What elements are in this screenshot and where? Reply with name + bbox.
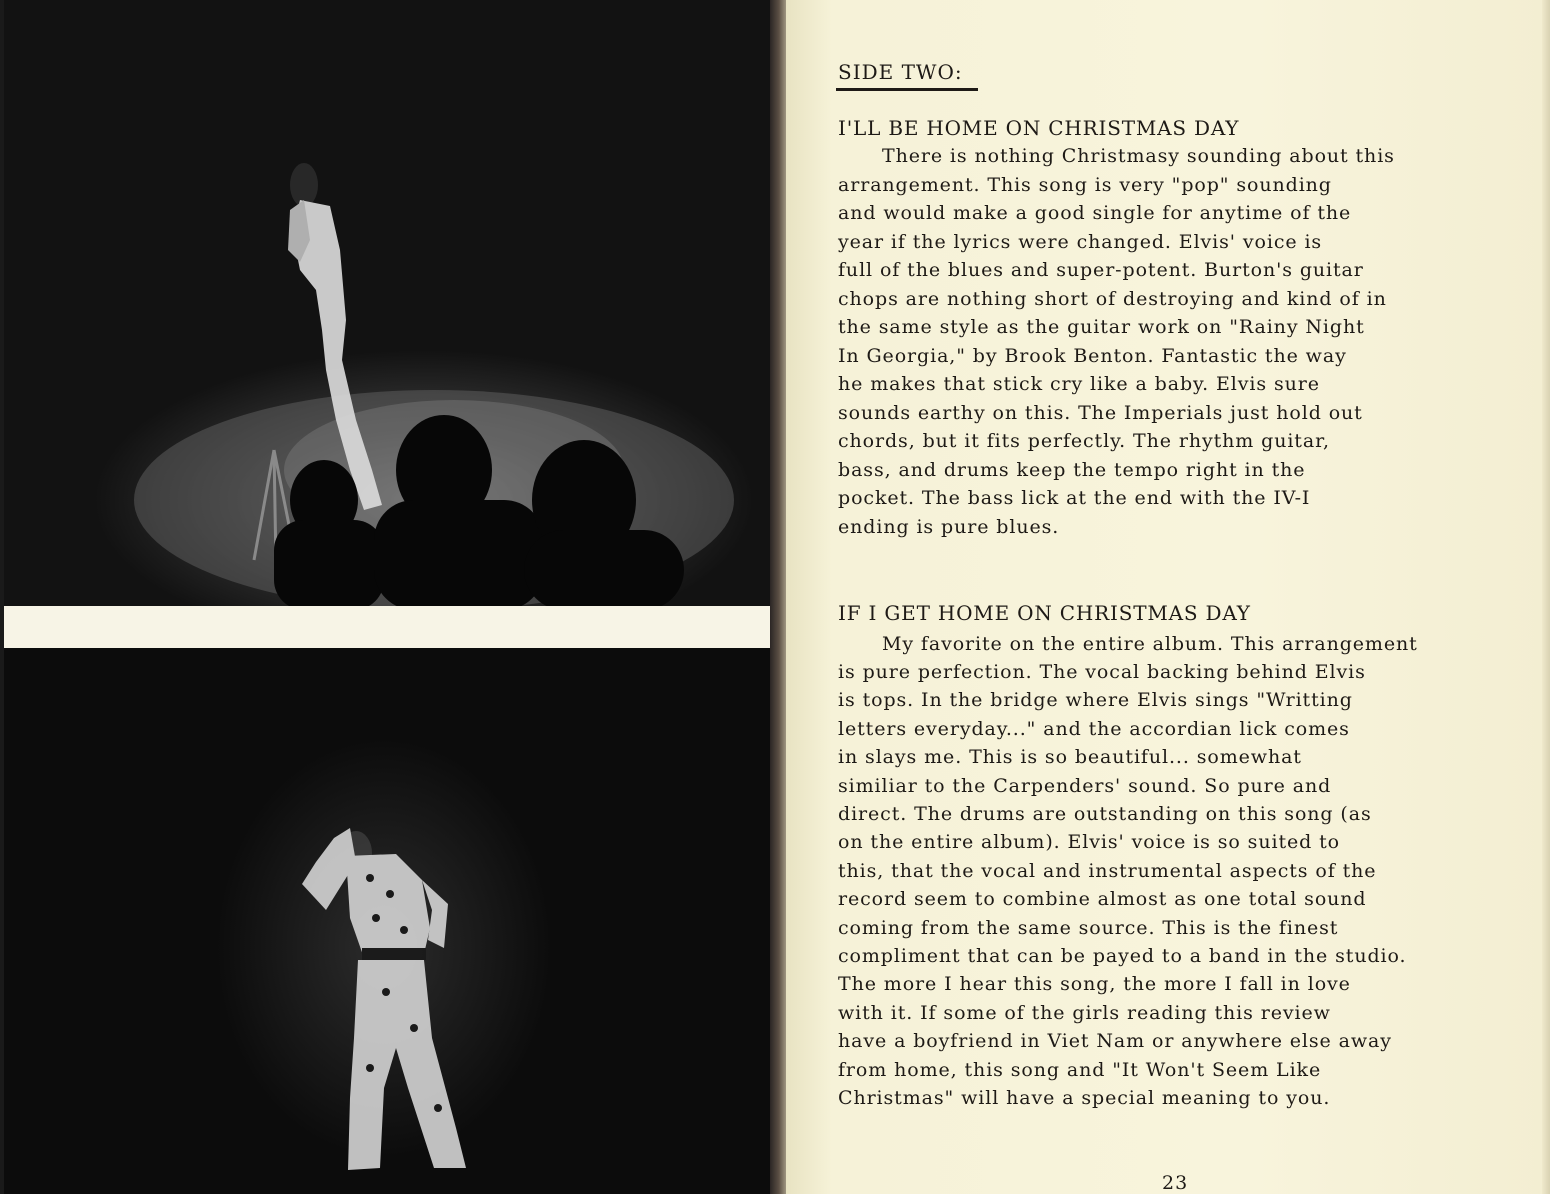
review-line: There is nothing Christmasy sounding about this (882, 145, 1395, 167)
photo-divider (4, 606, 778, 648)
review-line: direct. The drums are outstanding on this song (as (838, 803, 1372, 825)
performer-photo-bottom (4, 648, 778, 1194)
review-line: is pure perfection. The vocal backing behind Elvis (838, 661, 1366, 683)
review-line: pocket. The bass lick at the end with the IV-I (838, 487, 1311, 509)
review-line: Christmas" will have a special meaning to you. (838, 1087, 1331, 1109)
review-line: letters everyday..." and the accordian lick comes (838, 718, 1350, 740)
review-line: year if the lyrics were changed. Elvis' voice is (838, 231, 1323, 253)
review-line: sounds earthy on this. The Imperials just hold out (838, 402, 1363, 424)
page-edge-right (1542, 0, 1550, 1194)
song-title-2: IF I GET HOME ON CHRISTMAS DAY (838, 601, 1251, 625)
review-line: record seem to combine almost as one total sound (838, 888, 1367, 910)
review-line: he makes that stick cry like a baby. Elvis sure (838, 373, 1320, 395)
review-line: compliment that can be payed to a band in the studio. (838, 945, 1407, 967)
review-line: My favorite on the entire album. This arrangement (882, 633, 1418, 655)
review-line: The more I hear this song, the more I fall in love (838, 973, 1351, 995)
review-line: full of the blues and super-potent. Burton's guitar (838, 259, 1364, 281)
performer-photo-top (4, 0, 778, 606)
review-line: in slays me. This is so beautiful... somewhat (838, 746, 1302, 768)
review-line: on the entire album). Elvis' voice is so suited to (838, 831, 1341, 853)
review-line: and would make a good single for anytime of the (838, 202, 1352, 224)
review-line: coming from the same source. This is the finest (838, 917, 1339, 939)
review-line: is tops. In the bridge where Elvis sings "Writting (838, 689, 1353, 711)
review-line: ending is pure blues. (838, 516, 1060, 538)
page-number: 23 (1162, 1172, 1189, 1194)
photo-top (4, 0, 778, 606)
review-line: arrangement. This song is very "pop" sounding (838, 174, 1332, 196)
review-line: with it. If some of the girls reading this review (838, 1002, 1331, 1024)
photo-bottom (4, 648, 778, 1194)
review-line: In Georgia," by Brook Benton. Fantastic the way (838, 345, 1347, 367)
song-title-1: I'LL BE HOME ON CHRISTMAS DAY (838, 116, 1240, 140)
review-line: bass, and drums keep the tempo right in the (838, 459, 1306, 481)
review-line: have a boyfriend in Viet Nam or anywhere else away (838, 1030, 1392, 1052)
side-heading: SIDE TWO: (838, 60, 963, 84)
review-line: from home, this song and "It Won't Seem Like (838, 1059, 1322, 1081)
review-line: this, that the vocal and instrumental aspects of the (838, 860, 1377, 882)
review-line: the same style as the guitar work on "Rainy Night (838, 316, 1365, 338)
review-line: chords, but it fits perfectly. The rhythm guitar, (838, 430, 1330, 452)
review-line: similiar to the Carpenders' sound. So pure and (838, 775, 1332, 797)
side-heading-underline (836, 88, 978, 91)
right-page (786, 0, 1550, 1194)
review-line: chops are nothing short of destroying and kind of in (838, 288, 1387, 310)
